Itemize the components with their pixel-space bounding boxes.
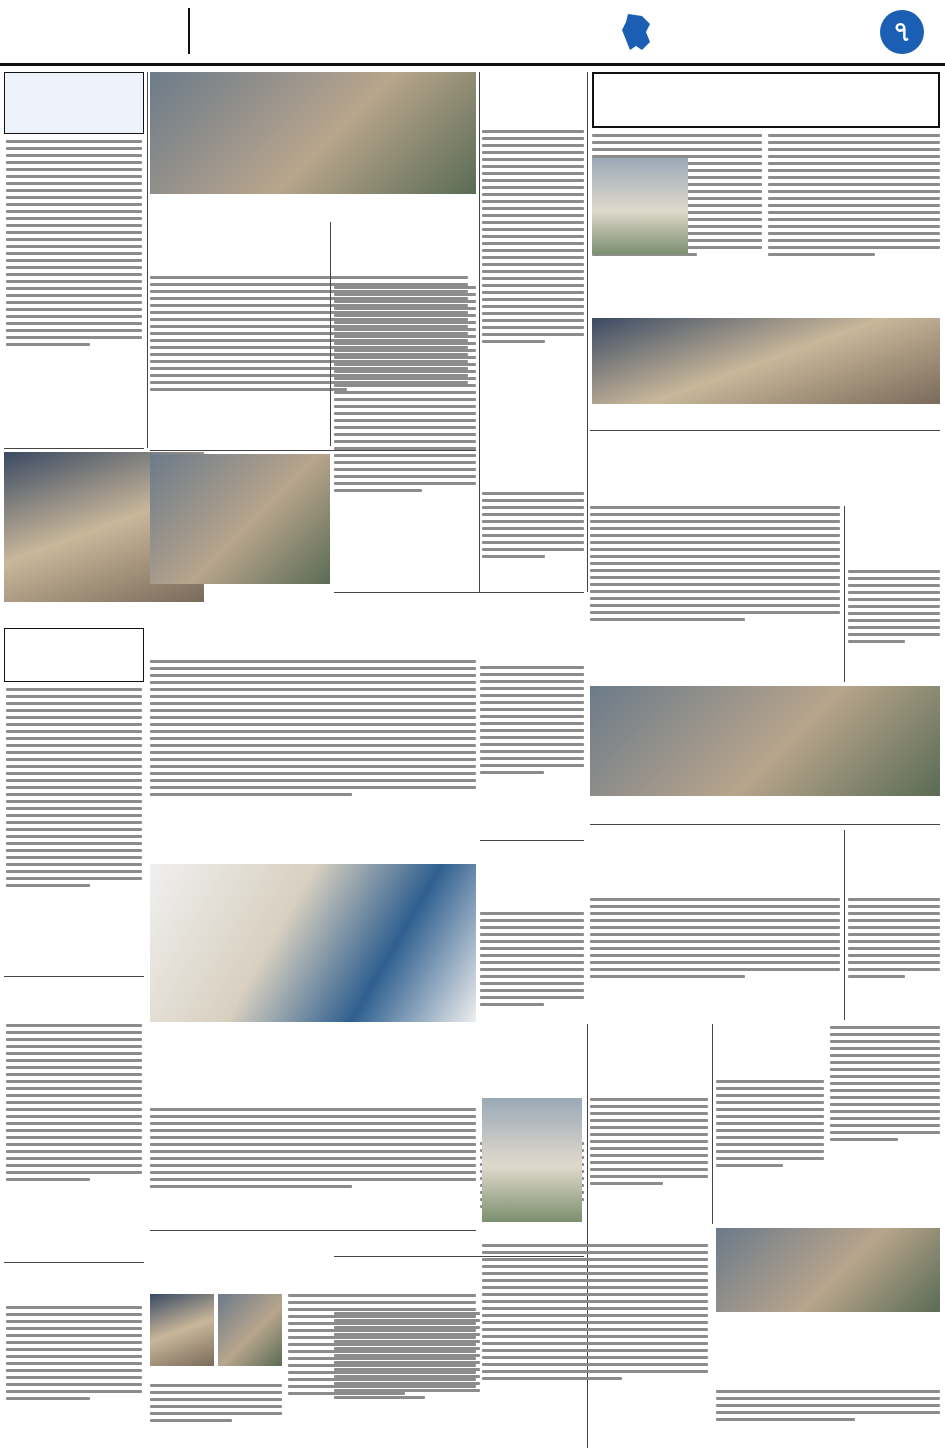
column-divider: [712, 1024, 713, 1224]
news-photo: [590, 686, 940, 796]
page-masthead: [0, 0, 945, 66]
column-divider: [4, 448, 144, 449]
article-body: [150, 1384, 282, 1448]
page-number: ৭: [880, 10, 924, 54]
article-body: [334, 1312, 480, 1448]
news-photo: [150, 72, 476, 194]
photo-caption: [4, 604, 204, 624]
article-headline: [480, 598, 584, 662]
article-body: [482, 492, 584, 588]
article-body: [482, 1244, 708, 1448]
column-divider: [590, 824, 940, 825]
masthead-divider: [188, 8, 190, 54]
farmer-photo: [592, 158, 688, 254]
news-photo: [150, 454, 330, 584]
column-divider: [480, 840, 584, 841]
article-headline: [590, 434, 940, 500]
article-headline: [6, 980, 142, 1020]
article-headline: [848, 830, 940, 894]
article-headline: [150, 1046, 476, 1104]
article-body: [716, 1390, 940, 1448]
photo-caption: [150, 1024, 476, 1046]
issue-day: [198, 8, 498, 30]
photo-caption: [150, 196, 476, 222]
column-divider: [479, 72, 480, 592]
article-body: [768, 134, 940, 314]
article-body: [150, 1108, 476, 1226]
section-name: [720, 12, 870, 52]
article-headline: [592, 72, 940, 128]
article-headline: [590, 830, 840, 894]
news-photo: [716, 1228, 940, 1312]
issue-date: [198, 32, 558, 54]
person-photo: [218, 1294, 282, 1366]
article-body: [848, 570, 940, 680]
article-body: [480, 666, 584, 836]
article-kicker: [480, 1026, 706, 1042]
article-headline: [480, 844, 584, 908]
article-body: [6, 1024, 142, 1256]
article-body: [6, 688, 142, 972]
column-divider: [590, 430, 940, 431]
article-body: [848, 898, 940, 1018]
article-body: [716, 1080, 824, 1224]
article-headline: [716, 1026, 824, 1076]
photo-name: [218, 1368, 282, 1380]
article-body: [150, 660, 476, 860]
article-headline: [9, 77, 139, 129]
photo-name: [150, 1368, 214, 1380]
article-headline: [716, 1340, 940, 1386]
column-divider: [334, 1256, 584, 1257]
article-body: [590, 1098, 708, 1238]
article-headline-box: [4, 72, 144, 134]
article-headline: [9, 632, 139, 678]
column-divider: [150, 450, 476, 451]
article-body: [6, 1306, 142, 1448]
article-body: [830, 1026, 940, 1224]
news-photo: [150, 864, 476, 1022]
column-divider: [147, 72, 148, 448]
article-headline: [6, 1266, 142, 1304]
column-divider: [150, 1230, 476, 1231]
column-divider: [844, 506, 845, 682]
article-headline-box: [4, 628, 144, 682]
article-body: [334, 286, 476, 588]
article-headline: [848, 508, 940, 568]
article-headline: [482, 450, 584, 490]
newspaper-logo: [6, 6, 182, 54]
column-divider: [330, 222, 331, 446]
article-body: [482, 130, 584, 446]
article-headline: [210, 592, 474, 656]
person-photo: [150, 1294, 214, 1366]
bangladesh-map-icon: [620, 12, 654, 52]
column-divider: [334, 592, 584, 593]
article-body: [590, 898, 840, 1018]
article-headline: [334, 224, 476, 282]
column-divider: [844, 830, 845, 1020]
article-headline: [480, 1044, 706, 1092]
article-headline: [482, 72, 584, 126]
article-body: [590, 506, 840, 682]
photo-caption: [482, 1224, 582, 1238]
photo-caption: [592, 406, 940, 426]
news-photo: [592, 318, 940, 404]
child-photo: [482, 1098, 582, 1222]
article-headline: [334, 1262, 480, 1308]
article-body: [6, 140, 142, 440]
column-divider: [4, 976, 144, 977]
photo-caption: [590, 798, 940, 820]
column-divider: [587, 72, 588, 592]
photo-caption: [716, 1314, 940, 1336]
column-divider: [4, 1262, 144, 1263]
